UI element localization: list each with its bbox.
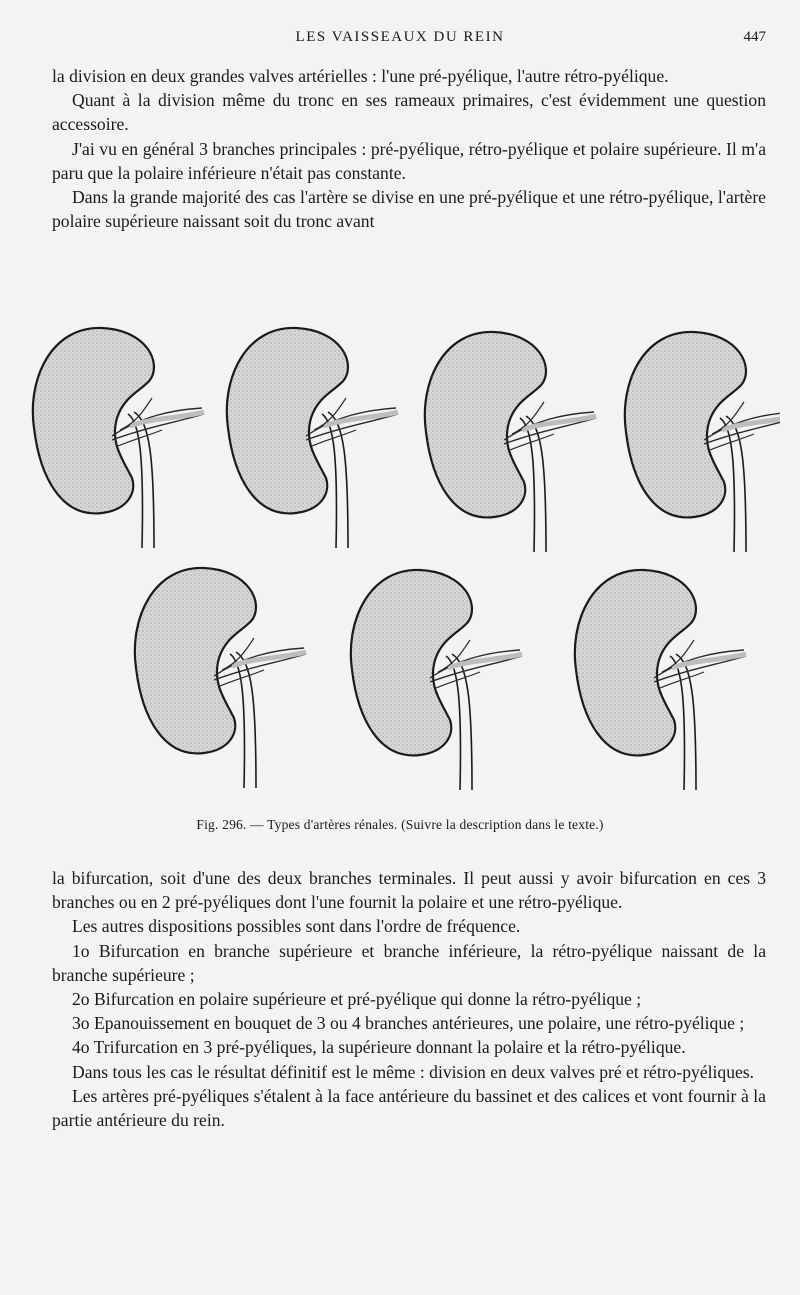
paragraph: Les artères pré-pyéliques s'étalent à la face antérieure du bassinet et des calices et vont fournir à la partie antérieure du rein. — [52, 1085, 766, 1131]
running-title: LES VAISSEAUX DU REIN — [295, 29, 505, 45]
body-text-bottom — [52, 866, 766, 1132]
paragraph: Quant à la division même du tronc en ses rameaux primaires, c'est évidemment une question accessoire. — [52, 90, 766, 135]
kidney-1 — [33, 328, 204, 548]
paragraph: 4o Trifurcation en 3 pré-pyéliques, la supérieure donnant la polaire et la rétro-pyélique. — [72, 1037, 686, 1058]
page-number: 447 — [743, 29, 766, 45]
kidney-5 — [135, 568, 306, 788]
running-head — [0, 24, 800, 54]
kidney-illustrations — [20, 308, 780, 808]
kidney-7 — [575, 570, 746, 790]
paragraph: Les autres dispositions possibles sont dans l'ordre de fréquence. — [72, 916, 521, 937]
kidney-4 — [625, 332, 780, 552]
paragraph: la bifurcation, soit d'une des deux branches terminales. Il peut aussi y avoir bifurcation en ces 3 branches ou en 2 pré-pyéliques dont l'une fournit la polaire et une rétro-pyélique. — [52, 868, 766, 913]
kidney-2 — [227, 328, 398, 548]
paragraph: 3o Epanouissement en bouquet de 3 ou 4 branches antérieures, une polaire, une rétro-pyélique ; — [72, 1013, 745, 1034]
body-text-top — [52, 64, 766, 233]
figure-renal-arteries — [20, 308, 780, 808]
paragraph: J'ai vu en général 3 branches principales : pré-pyélique, rétro-pyélique et polaire supérieure. Il m'a paru que la polaire inférieure n'était pas constante. — [52, 138, 766, 183]
paragraph: Dans tous les cas le résultat définitif est le même : division en deux valves pré et rétro-pyéliques. — [72, 1061, 755, 1082]
paragraph: 1o Bifurcation en branche supérieure et branche inférieure, la rétro-pyélique naissant de la branche supérieure ; — [52, 940, 766, 985]
kidney-3 — [425, 332, 596, 552]
figure-caption: Fig. 296. — Types d'artères rénales. (Suivre la description dans le texte.) — [196, 817, 604, 832]
paragraph: la division en deux grandes valves artérielles : l'une pré-pyélique, l'autre rétro-pyélique. — [52, 66, 669, 86]
paragraph: Dans la grande majorité des cas l'artère se divise en une pré-pyélique et une rétro-pyélique, l'artère polaire supérieure naissant soit du tronc avant — [52, 187, 766, 232]
paragraph: 2o Bifurcation en polaire supérieure et pré-pyélique qui donne la rétro-pyélique ; — [72, 989, 642, 1010]
kidney-6 — [351, 570, 522, 790]
